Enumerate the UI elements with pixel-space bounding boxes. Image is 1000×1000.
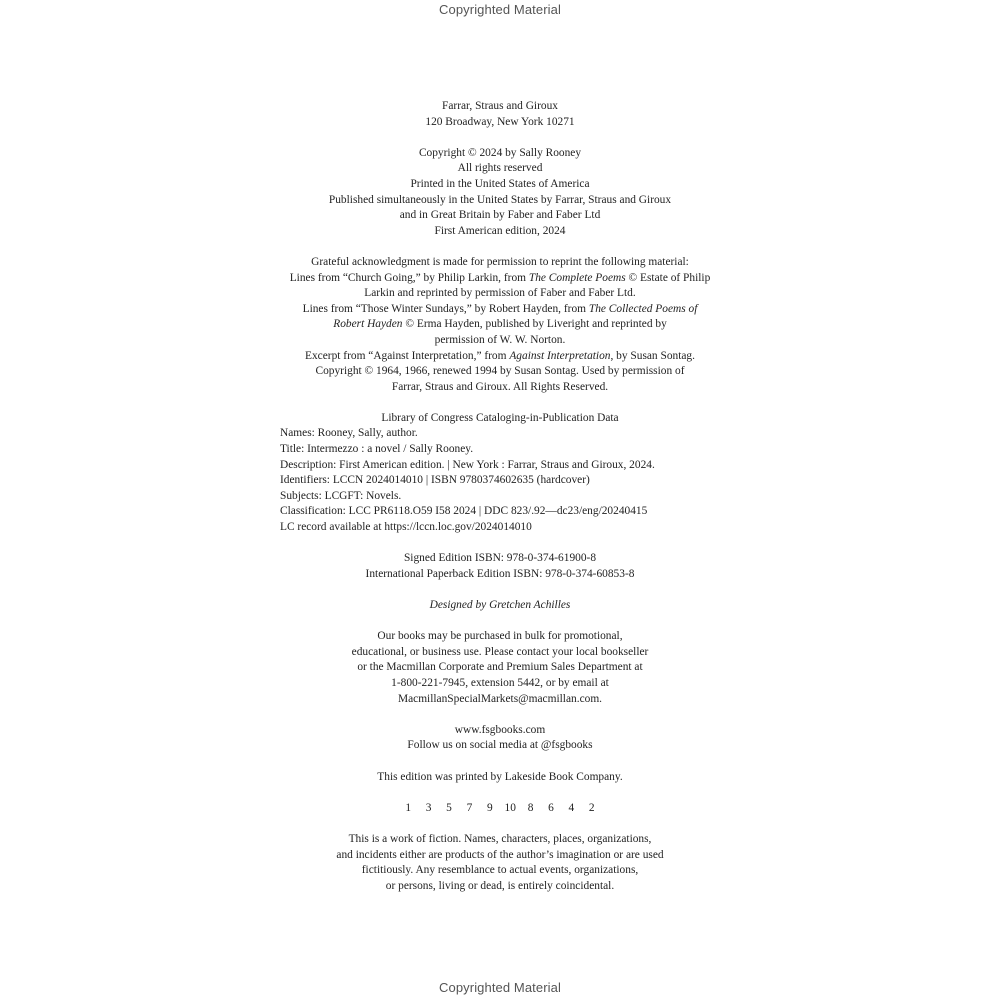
- social-handle: Follow us on social media at @fsgbooks: [407, 739, 593, 752]
- printed-line: Printed in the United States of America: [410, 177, 590, 190]
- printer-block: [0, 770, 1000, 786]
- designer-credit: Designed by Gretchen Achilles: [429, 599, 571, 611]
- publisher-address: 120 Broadway, New York 10271: [425, 115, 575, 128]
- cip-classification: Classification: LCC PR6118.O59 I58 2024 | DDC 823/.92—dc23/eng/20240415: [280, 505, 648, 518]
- copyrighted-material-footer: Copyrighted Material: [439, 980, 561, 995]
- paperback-isbn: International Paperback Edition ISBN: 978-0-374-60853-8: [365, 567, 635, 580]
- bulk-sales-block: [0, 629, 1000, 707]
- acknowledgment-line: Robert Hayden © Erma Hayden, published by Liveright and reprinted by: [333, 318, 667, 331]
- disclaimer-line: fictitiously. Any resemblance to actual events, organizations,: [361, 864, 639, 877]
- disclaimer-block: [0, 832, 1000, 894]
- bulk-email: MacmillanSpecialMarkets@macmillan.com.: [397, 692, 603, 705]
- book-title: Against Interpretation: [509, 349, 611, 362]
- print-number: 1: [405, 801, 412, 814]
- acknowledgment-line: Larkin and reprinted by permission of Faber and Faber Ltd.: [364, 287, 636, 300]
- copyright-line: Copyright © 2024 by Sally Rooney: [418, 146, 582, 159]
- disclaimer-line: or persons, living or dead, is entirely coincidental.: [385, 879, 615, 892]
- copyright-block: [0, 146, 1000, 240]
- book-title: The Complete Poems: [528, 271, 626, 284]
- bulk-line: Our books may be purchased in bulk for promotional,: [377, 630, 623, 643]
- published-line: Published simultaneously in the United States by Farrar, Straus and Giroux: [328, 193, 672, 206]
- disclaimer-line: This is a work of fiction. Names, characters, places, organizations,: [348, 832, 652, 845]
- acknowledgment-line: Lines from “Those Winter Sundays,” by Robert Hayden, from The Collected Poems of: [302, 302, 698, 315]
- acknowledgment-line: Lines from “Church Going,” by Philip Larkin, from The Complete Poems © Estate of Philip: [289, 271, 711, 284]
- print-number: 3: [425, 801, 432, 814]
- bulk-line: 1-800-221-7945, extension 5442, or by email at: [391, 676, 609, 689]
- cip-names: Names: Rooney, Sally, author.: [280, 427, 418, 440]
- acknowledgment-intro: Grateful acknowledgment is made for permission to reprint the following material:: [311, 255, 689, 268]
- copyrighted-material-header: Copyrighted Material: [439, 2, 561, 17]
- designer-block: [0, 598, 1000, 614]
- print-number: 7: [466, 801, 473, 814]
- cip-lc-record: LC record available at https://lccn.loc.gov/2024014010: [280, 521, 532, 534]
- copyright-page: [0, 99, 1000, 894]
- published-line-2: and in Great Britain by Faber and Faber Ltd: [399, 209, 601, 222]
- print-number: 5: [446, 801, 452, 814]
- print-number: 2: [588, 801, 595, 814]
- cip-identifiers: Identifiers: LCCN 2024014010 | ISBN 9780374602635 (hardcover): [280, 474, 590, 487]
- cip-subjects: Subjects: LCGFT: Novels.: [280, 489, 402, 502]
- website-url: www.fsgbooks.com: [454, 723, 546, 736]
- cip-data-block: [280, 411, 720, 536]
- publisher-name: Farrar, Straus and Giroux: [442, 100, 558, 112]
- rights-line: All rights reserved: [457, 162, 543, 175]
- acknowledgment-line: Farrar, Straus and Giroux. All Rights Reserved.: [391, 380, 609, 393]
- print-number: 9: [486, 801, 493, 814]
- disclaimer-line: and incidents either are products of the author’s imagination or are used: [336, 848, 664, 861]
- book-title: Robert Hayden: [333, 318, 403, 331]
- print-number: 6: [548, 801, 554, 814]
- print-line: [0, 801, 1000, 817]
- acknowledgment-line: Excerpt from “Against Interpretation,” from Against Interpretation, by Susan Sontag.: [305, 349, 695, 362]
- acknowledgment-block: [0, 255, 1000, 395]
- acknowledgment-line: Copyright © 1964, 1966, renewed 1994 by Susan Sontag. Used by permission of: [315, 365, 685, 378]
- edition-line: First American edition, 2024: [434, 224, 566, 237]
- cip-title: Title: Intermezzo : a novel / Sally Rooney.: [280, 443, 474, 456]
- signed-isbn: Signed Edition ISBN: 978-0-374-61900-8: [403, 552, 597, 565]
- bulk-line: or the Macmillan Corporate and Premium Sales Department at: [357, 661, 643, 674]
- web-block: [0, 723, 1000, 754]
- acknowledgment-line: permission of W. W. Norton.: [434, 333, 566, 346]
- printer-line: This edition was printed by Lakeside Book Company.: [377, 770, 623, 783]
- print-number: 4: [568, 801, 575, 814]
- print-number: 10: [504, 801, 516, 814]
- bulk-line: educational, or business use. Please contact your local bookseller: [351, 645, 649, 658]
- cip-heading: Library of Congress Cataloging-in-Publication Data: [381, 411, 619, 424]
- print-number: 8: [527, 801, 534, 814]
- book-title: The Collected Poems of: [588, 302, 698, 315]
- isbn-block: [0, 551, 1000, 582]
- cip-description: Description: First American edition. | New York : Farrar, Straus and Giroux, 2024.: [280, 458, 655, 471]
- publisher-block: [0, 99, 1000, 130]
